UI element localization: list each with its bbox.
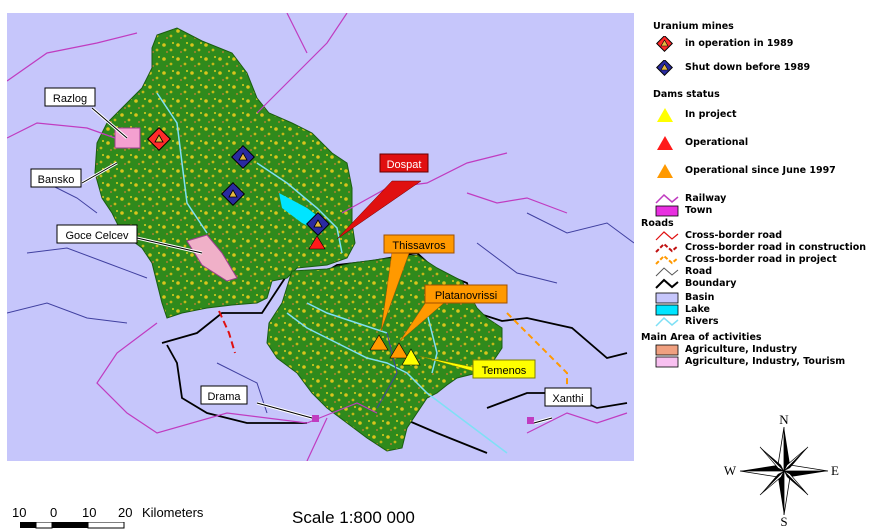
legend-uranium-shutdown-label: Shut down before 1989 xyxy=(685,62,811,73)
lake-icon xyxy=(654,304,680,316)
legend-road-project-label: Cross-border road in project xyxy=(685,254,837,265)
legend-road-crossborder xyxy=(640,230,872,242)
compass-e: E xyxy=(831,463,839,478)
legend-dam-in-project-label: In project xyxy=(685,109,737,120)
scalebar-tick-0: 0 xyxy=(50,505,58,520)
uranium-shutdown-icon xyxy=(654,60,676,76)
compass-rose-icon xyxy=(720,412,840,529)
town-icon xyxy=(654,205,680,217)
legend-activities-title: Main Area of activities xyxy=(641,332,762,343)
svg-text:Bansko: Bansko xyxy=(37,174,75,186)
legend-town xyxy=(640,205,872,217)
legend-boundary-label: Boundary xyxy=(685,278,737,289)
legend-basin xyxy=(640,292,872,304)
legend-dams-title: Dams status xyxy=(653,89,720,100)
legend-road xyxy=(640,266,872,278)
legend-agri-industry-label: Agriculture, Industry xyxy=(685,344,798,355)
svg-text:Razlog: Razlog xyxy=(52,93,88,105)
map-frame[interactable] xyxy=(7,13,634,461)
project-road-icon xyxy=(654,254,680,266)
thissavros-label xyxy=(384,235,454,253)
temenos-label xyxy=(473,360,535,378)
legend-uranium-operating xyxy=(640,36,872,52)
legend-dam-since-1997 xyxy=(640,163,872,179)
platanovrissi-label xyxy=(425,285,507,303)
legend-road-crossborder-label: Cross-border road xyxy=(685,230,783,241)
svg-text:Drama: Drama xyxy=(207,391,241,403)
road-icon xyxy=(654,266,680,278)
river-icon xyxy=(654,316,680,328)
construction-road-icon xyxy=(654,242,680,254)
drama-label xyxy=(201,386,247,404)
compass-n: N xyxy=(779,412,789,427)
razlog-label xyxy=(45,88,95,106)
compass-w: W xyxy=(723,463,737,478)
uranium-operating-icon xyxy=(654,36,676,52)
compass-s: S xyxy=(780,514,788,529)
crossborder-road-icon xyxy=(654,230,680,242)
legend-road-construction-label: Cross-border road in construction xyxy=(685,242,867,253)
legend-rivers xyxy=(640,316,872,328)
legend-railway-label: Railway xyxy=(685,193,727,204)
legend-dam-since-1997-label: Operational since June 1997 xyxy=(685,165,836,176)
legend-dam-operational-label: Operational xyxy=(685,137,749,148)
svg-text:Platanovrissi: Platanovrissi xyxy=(434,290,498,302)
dam-orange-icon xyxy=(654,163,676,179)
bansko-label xyxy=(31,169,81,187)
agri-industry-icon xyxy=(654,344,680,356)
scalebar-tick-m10: 10 xyxy=(12,505,27,520)
scalebar-unit: Kilometers xyxy=(142,505,204,520)
drama-town-dot xyxy=(312,415,319,422)
legend-town-label: Town xyxy=(685,205,713,216)
dam-red-icon xyxy=(654,135,676,151)
railway-icon xyxy=(654,193,680,205)
agri-tourism-icon xyxy=(654,356,680,368)
scale-text: Scale 1:800 000 xyxy=(292,508,415,527)
map-canvas xyxy=(7,13,634,461)
legend-road-construction xyxy=(640,242,872,254)
svg-text:Dospat: Dospat xyxy=(386,159,422,171)
map-legend xyxy=(640,20,872,368)
legend-road-project xyxy=(640,254,872,266)
svg-text:Goce Celcev: Goce Celcev xyxy=(65,230,129,242)
dam-yellow-icon xyxy=(654,107,676,123)
legend-boundary xyxy=(640,278,872,290)
scalebar xyxy=(12,505,232,529)
scalebar-tick-20: 20 xyxy=(118,505,133,520)
xanthi-town-dot xyxy=(527,417,534,424)
legend-agri-industry xyxy=(640,344,872,356)
legend-uranium-title: Uranium mines xyxy=(653,21,734,32)
svg-text:Thissavros: Thissavros xyxy=(392,240,446,252)
legend-railway xyxy=(640,193,872,205)
legend-rivers-label: Rivers xyxy=(685,316,719,327)
legend-agri-tourism xyxy=(640,356,872,368)
legend-dam-in-project xyxy=(640,107,872,123)
basin-icon xyxy=(654,292,680,304)
legend-road-label: Road xyxy=(685,266,713,277)
scalebar-tick-10: 10 xyxy=(82,505,97,520)
legend-dam-operational xyxy=(640,135,872,151)
legend-uranium-operating-label: in operation in 1989 xyxy=(685,38,794,49)
legend-uranium-shutdown xyxy=(640,60,872,76)
legend-lake xyxy=(640,304,872,316)
legend-basin-label: Basin xyxy=(685,292,715,303)
dospat-label xyxy=(380,154,428,172)
legend-roads-title: Roads xyxy=(641,218,674,229)
xanthi-label xyxy=(545,388,591,406)
svg-text:Temenos: Temenos xyxy=(481,365,527,377)
legend-lake-label: Lake xyxy=(685,304,710,315)
crossborder-road-construction xyxy=(219,311,235,353)
boundary-icon xyxy=(654,278,680,290)
goce-celcev-label xyxy=(57,225,137,243)
svg-text:Xanthi: Xanthi xyxy=(552,393,584,405)
legend-agri-tourism-label: Agriculture, Industry, Tourism xyxy=(685,356,846,367)
